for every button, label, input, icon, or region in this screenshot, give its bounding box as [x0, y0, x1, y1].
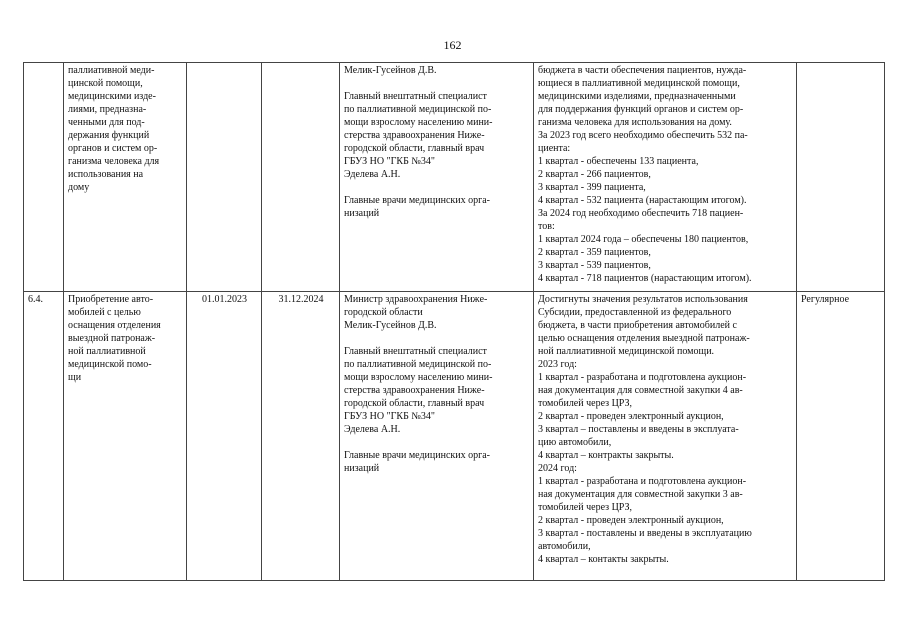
end-date-cell — [262, 63, 340, 292]
row-number-cell — [24, 63, 64, 292]
table-row — [24, 292, 885, 581]
responsible-cell — [340, 63, 534, 292]
responsible-text: Мелик-Гусейнов Д.В. Главный внештатный специалист по паллиативной медицинской по- мощи взрослому населению мини- стерства здравоохранения Нижe- городской области, главный врач ГБУЗ НО "ГКБ №34" Эделева А.Н. Главные врачи медицинских орга- низаций — [344, 65, 493, 219]
event-name: Приобретение авто- мобилей с целью оснащения отделения выездной патронаж- ной паллиативной медицинской помо- щи — [68, 294, 161, 383]
end-date-cell — [262, 292, 340, 581]
table-row — [24, 63, 885, 292]
result-cell — [534, 63, 797, 292]
start-date-cell — [187, 292, 262, 581]
end-date: 31.12.2024 — [278, 294, 324, 305]
status-text: Регулярное — [801, 294, 850, 305]
status-cell — [797, 63, 885, 292]
event-name-cell — [64, 292, 187, 581]
responsible-text: Министр здравоохранения Нижe- городской области Мелик-Гусейнов Д.В. Главный внештатный специалист по паллиативной медицинской по- мощи взрослому населению мини- стерства здравоохранения Нижe- городской области, главный врач ГБУЗ НО "ГКБ №34" Эделева А.Н. Главные врачи медицинских орга- низаций — [344, 294, 493, 474]
start-date: 01.01.2023 — [202, 294, 247, 305]
event-name: паллиативной меди- цинской помощи, медицинскими изде- лиями, предназна- ченными для под- держания функций органов и систем ор- ганизма человека для использования на дому — [68, 65, 160, 193]
result-text: Достигнуты значения результатов использования Субсидии, предоставленной из федерального бюджета, в части приобретения автомобилей с целью оснащения отделения выездной патронаж- ной паллиативной медицинской помощи. 2023 год: 1 квартал - разработана и подготовлена аукцион- ная документация для совместной закупки 4 ав- томобилей через ЦРЗ, 2 квартал - проведен электронный аукцион, 3 квартал – поставлены и введены в эксплуата- цию автомобили, 4 квартал – контракты закрыты. 2024 год: 1 квартал - разработана и подготовлена аукцион- ная документация для совместной закупки 3 ав- томобилей через ЦРЗ, 2 квартал - проведен электронный аукцион, 3 квартал - поставлены и введены в эксплуатацию автомобили, 4 квартал – контакты закрыты. — [538, 294, 752, 565]
result-text: бюджета в части обеспечения пациентов, нужда- ющиеся в паллиативной медицинской помощи, медицинскими изделиями, предназначенными для поддержания функций органов и систем ор- ганизма человека для использования на дому. За 2023 год всего необходимо обеспечить 532 па- циента: 1 квартал - обеспечены 133 пациента, 2 квартал - 266 пациентов, 3 квартал - 399 пациента, 4 квартал - 532 пациента (нарастающим итогом). За 2024 год необходимо обеспечить 718 пациен- тов: 1 квартал 2024 года – обеспечены 180 пациентов, 2 квартал - 359 пациентов, 3 квартал - 539 пациентов, 4 квартал - 718 пациентов (нарастающим итогом). — [538, 65, 752, 284]
start-date-cell — [187, 63, 262, 292]
responsible-cell — [340, 292, 534, 581]
row-number: 6.4. — [28, 294, 43, 305]
status-cell — [797, 292, 885, 581]
page-number: 162 — [443, 38, 462, 52]
plan-table — [23, 62, 885, 581]
row-number-cell — [24, 292, 64, 581]
result-cell — [534, 292, 797, 581]
event-name-cell — [64, 63, 187, 292]
